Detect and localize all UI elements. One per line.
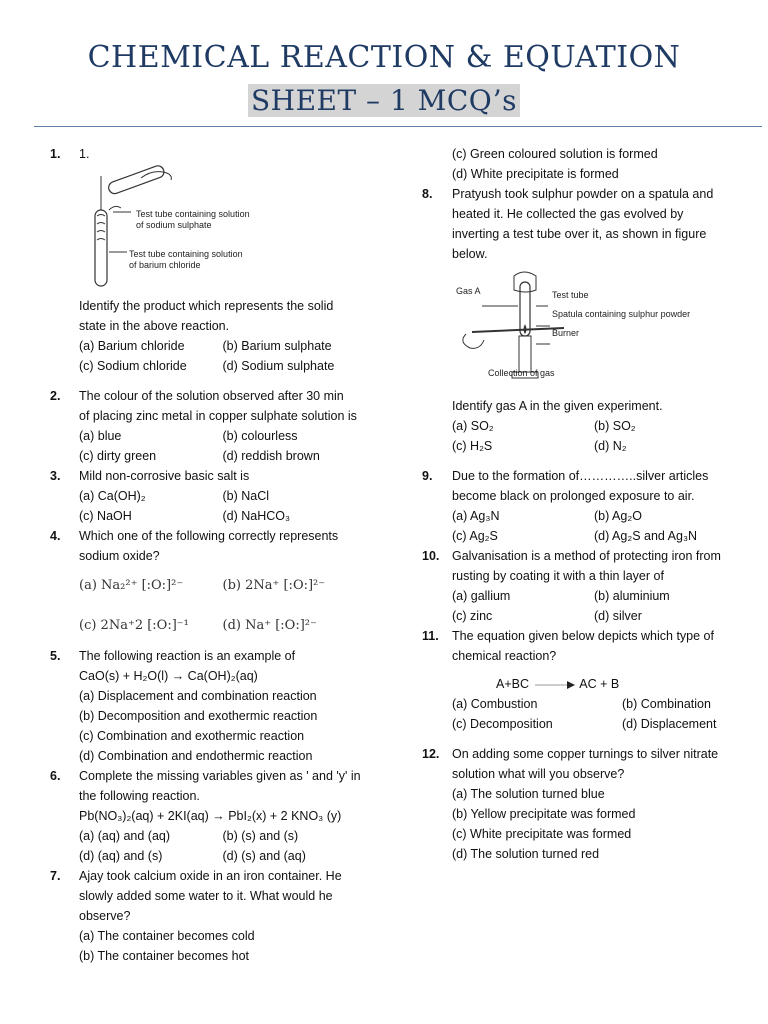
- option-d[interactable]: (d) NaHCO₃: [222, 509, 291, 523]
- header-divider: [34, 126, 762, 127]
- figure-label: of sodium sulphate: [136, 220, 212, 230]
- question-stem: Due to the formation of…………..silver articles: [452, 469, 709, 483]
- option-b[interactable]: (b) Decomposition and exothermic reaction: [79, 709, 318, 723]
- option-b[interactable]: (b) colourless: [222, 429, 298, 443]
- equation-reactants: A+BC: [496, 677, 530, 691]
- question-2: [36, 386, 366, 466]
- option-b[interactable]: (b) Barium sulphate: [222, 339, 332, 353]
- option-c[interactable]: (c) Sodium chloride: [79, 359, 187, 373]
- options: [79, 426, 366, 466]
- question-11: [416, 626, 736, 734]
- option-b[interactable]: (b) aluminium: [594, 589, 670, 603]
- option-d[interactable]: (d) White precipitate is formed: [452, 167, 619, 181]
- option-a[interactable]: (a) Combustion: [452, 697, 538, 711]
- option-a[interactable]: (a) gallium: [452, 589, 511, 603]
- question-number: 7.: [50, 869, 61, 883]
- option-d[interactable]: (d) Na⁺ [:O:]²⁻: [222, 618, 317, 633]
- option-d[interactable]: (d) Ag₂S and Ag₃N: [594, 529, 698, 543]
- option-a[interactable]: (a) Na₂²⁺ [:O:]²⁻: [79, 578, 184, 593]
- question-stem: slowly added some water to it. What would he: [79, 889, 333, 903]
- option-d[interactable]: (d) The solution turned red: [452, 847, 600, 861]
- question-stem: chemical reaction?: [452, 649, 557, 663]
- question-stem: Which one of the following correctly represents: [79, 529, 339, 543]
- figure-label: Test tube: [552, 290, 589, 300]
- question-stem: The following reaction is an example of: [79, 649, 296, 663]
- question-number: 5.: [50, 649, 61, 663]
- question-stem: inverting a test tube over it, as shown in figure: [452, 227, 707, 241]
- options: [452, 586, 736, 626]
- figure-label: Burner: [552, 328, 580, 338]
- option-c[interactable]: (c) NaOH: [79, 509, 132, 523]
- option-c[interactable]: (c) White precipitate was formed: [452, 827, 632, 841]
- question-stem: The equation given below depicts which type of: [452, 629, 714, 643]
- question-number: 12.: [422, 747, 440, 761]
- question-stem: the following reaction.: [79, 789, 200, 803]
- question-stem: Identify gas A in the given experiment.: [452, 399, 663, 413]
- question-stem: become black on prolonged exposure to air.: [452, 489, 695, 503]
- question-stem: observe?: [79, 909, 131, 923]
- question-number: 2.: [50, 389, 61, 403]
- sheet-subtitle: [0, 84, 768, 117]
- options: [79, 826, 366, 866]
- option-b[interactable]: (b) Ag₂O: [594, 509, 642, 523]
- question-stem: Ajay took calcium oxide in an iron container. He: [79, 869, 342, 883]
- option-a[interactable]: (a) Ca(OH)₂: [79, 489, 146, 503]
- option-c[interactable]: (c) H₂S: [452, 439, 493, 453]
- option-b[interactable]: (b) (s) and (s): [222, 829, 299, 843]
- option-a[interactable]: (a) Barium chloride: [79, 339, 185, 353]
- question-12: [416, 744, 736, 864]
- option-c[interactable]: (c) Green coloured solution is formed: [452, 147, 658, 161]
- question-stem: state in the above reaction.: [79, 319, 230, 333]
- option-d[interactable]: (d) silver: [594, 609, 642, 623]
- question-number: 3.: [50, 469, 61, 483]
- question-10: [416, 546, 736, 626]
- question-4: [36, 526, 366, 646]
- question-6: [36, 766, 366, 866]
- option-c[interactable]: (c) 2Na⁺2 [:O:]⁻¹: [79, 618, 189, 633]
- option-b[interactable]: (b) Yellow precipitate was formed: [452, 807, 636, 821]
- question-3: [36, 466, 366, 526]
- question-stem: On adding some copper turnings to silver nitrate: [452, 747, 719, 761]
- reaction-equation: CaO(s) + H₂O(l) → Ca(OH)₂(aq): [79, 669, 258, 683]
- option-a[interactable]: (a) (aq) and (aq): [79, 829, 171, 843]
- arrow-icon: [533, 680, 577, 690]
- option-c[interactable]: (c) Decomposition: [452, 717, 553, 731]
- option-b[interactable]: (b) NaCl: [222, 489, 270, 503]
- option-a[interactable]: (a) The container becomes cold: [79, 929, 255, 943]
- options: [452, 694, 736, 734]
- figure-label: of barium chloride: [129, 260, 201, 270]
- option-b[interactable]: (b) The container becomes hot: [79, 949, 250, 963]
- figure-caption: Collection of gas: [488, 368, 555, 378]
- question-number: 8.: [422, 187, 433, 201]
- option-b[interactable]: (b) 2Na⁺ [:O:]²⁻: [222, 578, 326, 593]
- question-stem: heated it. He collected the gas evolved by: [452, 207, 684, 221]
- figure-label: Gas A: [456, 286, 481, 296]
- question-8: [416, 184, 736, 456]
- question-stem: Complete the missing variables given as ' and 'y' in: [79, 769, 361, 783]
- question-number: 1.: [50, 147, 61, 161]
- question-number: 10.: [422, 549, 440, 563]
- question-stem: The colour of the solution observed after 30 min: [79, 389, 344, 403]
- question-5: [36, 646, 366, 766]
- test-tube-figure: [79, 164, 366, 296]
- option-d[interactable]: (d) Sodium sulphate: [222, 359, 335, 373]
- question-number: 4.: [50, 529, 61, 543]
- reaction-equation: [452, 674, 736, 694]
- figure-label: Test tube containing solution: [129, 249, 243, 259]
- option-c[interactable]: (c) Combination and exothermic reaction: [79, 729, 305, 743]
- option-a[interactable]: (a) SO₂: [452, 419, 494, 433]
- options: [79, 566, 366, 646]
- question-lead: 1.: [79, 147, 90, 161]
- question-stem: of placing zinc metal in copper sulphate solution is: [79, 409, 357, 423]
- option-c[interactable]: (d) (aq) and (s): [79, 849, 163, 863]
- option-d[interactable]: (d) N₂: [594, 439, 627, 453]
- options: [452, 416, 736, 456]
- question-stem: Galvanisation is a method of protecting iron from: [452, 549, 721, 563]
- options: [79, 486, 366, 526]
- option-b[interactable]: (b) SO₂: [594, 419, 636, 433]
- question-1: [36, 144, 366, 376]
- option-a[interactable]: (a) Displacement and combination reaction: [79, 689, 317, 703]
- option-a[interactable]: (a) The solution turned blue: [452, 787, 605, 801]
- question-number: 9.: [422, 469, 433, 483]
- option-c[interactable]: (c) Ag₂S: [452, 529, 498, 543]
- question-stem: below.: [452, 247, 488, 261]
- question-stem: solution what will you observe?: [452, 767, 625, 781]
- question-9: [416, 466, 736, 546]
- gas-collection-figure: [452, 264, 736, 396]
- reaction-equation: Pb(NO₃)₂(aq) + 2KI(aq) → PbI₂(x) + 2 KNO₃ (y): [79, 809, 342, 823]
- question-7: [36, 866, 366, 966]
- options: [452, 506, 736, 546]
- left-column: [36, 144, 366, 966]
- option-d[interactable]: (d) Combination and endothermic reaction: [79, 749, 313, 763]
- question-number: 6.: [50, 769, 61, 783]
- options: [79, 336, 366, 376]
- sheet-title: CHEMICAL REACTION & EQUATION: [87, 40, 681, 75]
- figure-label: Spatula containing sulphur powder: [552, 309, 691, 319]
- option-d[interactable]: (d) Displacement: [622, 717, 717, 731]
- right-column: [416, 144, 736, 864]
- question-7-continued: [416, 144, 736, 184]
- option-d[interactable]: (d) reddish brown: [222, 449, 320, 463]
- option-a[interactable]: (a) blue: [79, 429, 122, 443]
- figure-label: Test tube containing solution: [136, 209, 250, 219]
- option-d[interactable]: (d) (s) and (aq): [222, 849, 306, 863]
- option-c[interactable]: (c) zinc: [452, 609, 493, 623]
- option-c[interactable]: (c) dirty green: [79, 449, 157, 463]
- question-stem: sodium oxide?: [79, 549, 160, 563]
- question-stem: Pratyush took sulphur powder on a spatula and: [452, 187, 714, 201]
- sheet-subtitle-text: SHEET – 1 MCQ’s: [248, 84, 520, 117]
- question-stem: Identify the product which represents the solid: [79, 299, 334, 313]
- question-number: 11.: [422, 629, 439, 643]
- option-a[interactable]: (a) Ag₃N: [452, 509, 500, 523]
- equation-products: AC + B: [579, 677, 620, 691]
- question-stem: Mild non-corrosive basic salt is: [79, 469, 250, 483]
- question-stem: rusting by coating it with a thin layer of: [452, 569, 664, 583]
- option-b[interactable]: (b) Combination: [622, 697, 711, 711]
